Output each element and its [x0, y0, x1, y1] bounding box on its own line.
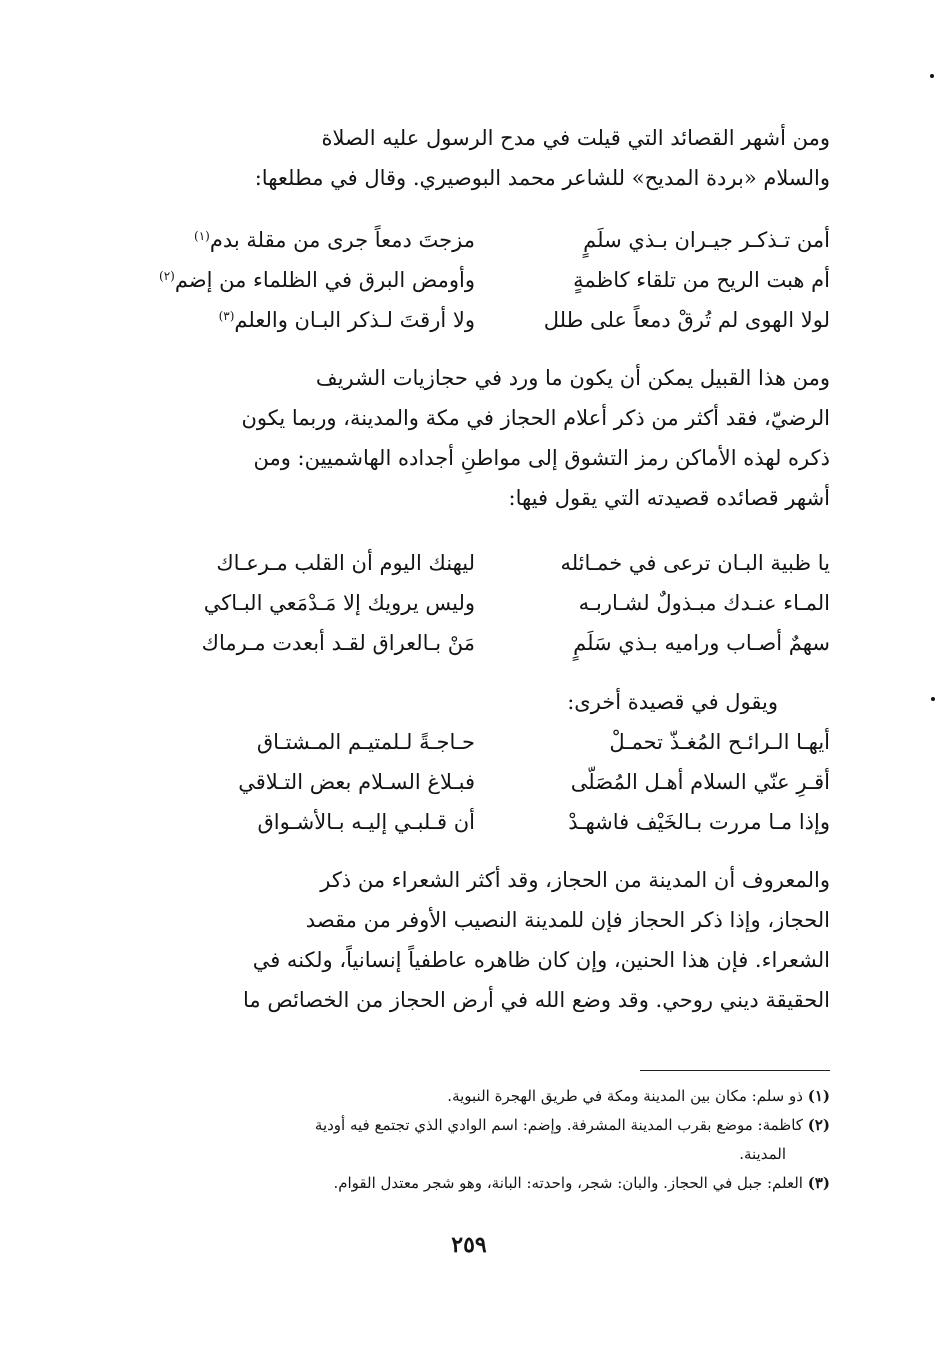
- paragraph-sharif-radi: [140, 358, 830, 518]
- text-line: الرضيّ، فقد أكثر من ذكر أعلام الحجاز في مكة والمدينة، وربما يكون: [241, 406, 830, 430]
- footnote-label: (١): [807, 1087, 830, 1105]
- poem-burda: [140, 220, 830, 340]
- scan-speck: [930, 74, 934, 78]
- text-line: الشعراء. فإن هذا الحنين، وإن كان ظاهره عاطفياً إنسانياً، ولكنه في: [252, 948, 830, 972]
- footnote-text: العلم: جبل في الحجاز. والبان: شجر، واحدته: البانة، وهو شجر معتدل القوام.: [333, 1174, 803, 1192]
- verse-hemistich-second: حـاجـةً لـلمتيـم المـشتـاق: [256, 730, 475, 754]
- verse-line: [140, 583, 830, 623]
- text-line: والمعروف أن المدينة من الحجاز، وقد أكثر الشعراء من ذكر: [320, 868, 830, 892]
- verse-hemistich-second: [140, 300, 475, 340]
- paragraph-another-poem: [140, 682, 830, 722]
- poem-radi-second: [140, 722, 830, 842]
- footnote-ref: (٣): [218, 309, 235, 323]
- verse-hemistich-second: [140, 220, 475, 260]
- page-number: ٢٥٩: [451, 1232, 487, 1258]
- footnote-ref: (٢): [159, 269, 175, 283]
- footnote-ref: (١): [194, 229, 210, 243]
- footnote-item: [140, 1082, 830, 1111]
- scan-speck: [931, 697, 935, 701]
- verse-hemistich-first: أيهـا الـرائـح المُغـذّ تحمـلْ: [609, 730, 830, 754]
- text-line: الحقيقة ديني روحي. وقد وضع الله في أرض الحجاز من الخصائص ما: [243, 988, 830, 1012]
- verse-hemistich-second: [140, 260, 475, 300]
- verse-hemistich-first: أم هبت الريح من تلقاء كاظمةٍ: [573, 268, 830, 292]
- verse-hemistich-first: المـاء عنـدك مبـذولٌ لشـاربـه: [578, 591, 830, 615]
- verse-line: [140, 543, 830, 583]
- verse-hemistich-first: أمن تـذكـر جيـران بـذي سلَمٍ: [583, 228, 830, 252]
- verse-hemistich-first: سهمٌ أصـاب وراميه بـذي سَلَمٍ: [573, 631, 830, 655]
- paragraph-intro-burda: [140, 118, 830, 198]
- verse-hemistich-first: وإذا مـا مررت بـالخَيْف فاشهـدْ: [568, 810, 830, 834]
- verse-line: [140, 762, 830, 802]
- footnote-label: (٢): [807, 1116, 830, 1134]
- verse-text: وأومض البرق في الظلماء من إضم: [174, 268, 475, 292]
- footnote-item: [140, 1169, 830, 1198]
- verse-text: ولا أرقتَ لـذكر البـان والعلم: [234, 308, 475, 332]
- verse-hemistich-second: مَنْ بـالعراق لقـد أبعدت مـرماك: [201, 631, 475, 655]
- footnote-text: كاظمة: موضع بقرب المدينة المشرفة. وإضم: اسم الوادي الذي تجتمع فيه أودية: [314, 1116, 803, 1134]
- verse-hemistich-second: وليس يرويك إلا مَـدْمَعي البـاكي: [203, 591, 475, 615]
- text-line: ويقول في قصيدة أخرى:: [567, 690, 778, 714]
- verse-line: [140, 220, 830, 260]
- verse-hemistich-second: أن قـلبـي إليـه بـالأشـواق: [257, 810, 475, 834]
- verse-text: مزجتَ دمعاً جرى من مقلة بدم: [209, 228, 475, 252]
- verse-line: [140, 623, 830, 663]
- footnote-item: [140, 1111, 830, 1140]
- footnote-text: ذو سلم: مكان بين المدينة ومكة في طريق الهجرة النبوية.: [447, 1087, 803, 1105]
- verse-hemistich-first: أقـرِ عنّي السلام أهـل المُصَلّى: [570, 770, 830, 794]
- verse-line: [140, 802, 830, 842]
- verse-hemistich-first: يا ظبية البـان ترعى في خمـائله: [560, 551, 830, 575]
- footnote-label: (٣): [807, 1174, 830, 1192]
- text-line: ومن أشهر القصائد التي قيلت في مدح الرسول عليه الصلاة: [321, 126, 830, 150]
- verse-line: [140, 300, 830, 340]
- footnote-continuation: المدينة.: [739, 1145, 786, 1163]
- verse-hemistich-second: ليهنك اليوم أن القلب مـرعـاك: [216, 551, 475, 575]
- text-line: ذكره لهذه الأماكن رمز التشوق إلى مواطنِ أجداده الهاشميين: ومن: [253, 446, 830, 470]
- verse-hemistich-first: لولا الهوى لم تُرقْ دمعاً على طلل: [543, 308, 830, 332]
- text-line: أشهر قصائده قصيدته التي يقول فيها:: [508, 486, 830, 510]
- footnote-divider: [640, 1070, 830, 1071]
- poem-radi-first: [140, 543, 830, 663]
- verse-line: [140, 722, 830, 762]
- verse-hemistich-second: فبـلاغ السـلام بعض التـلاقي: [238, 770, 475, 794]
- text-line: ومن هذا القبيل يمكن أن يكون ما ورد في حجازيات الشريف: [315, 366, 830, 390]
- footnotes: [140, 1082, 830, 1198]
- text-line: والسلام «بردة المديح» للشاعر محمد البوصيري. وقال في مطلعها:: [254, 166, 830, 190]
- verse-line: [140, 260, 830, 300]
- paragraph-madina-hijaz: [140, 860, 830, 1020]
- text-line: الحجاز، وإذا ذكر الحجاز فإن للمدينة النصيب الأوفر من مقصد: [305, 908, 830, 932]
